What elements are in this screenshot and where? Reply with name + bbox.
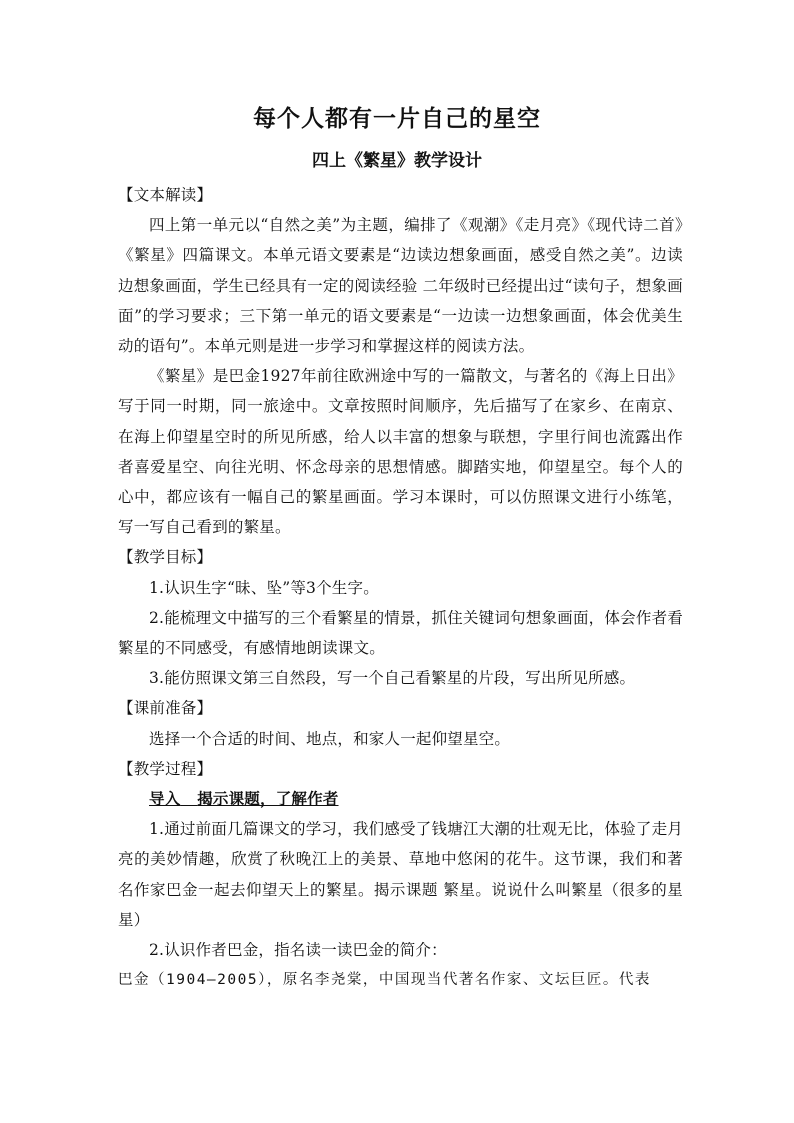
intro-subheading [118, 784, 683, 814]
document-title: 每个人都有一片自己的星空 [253, 106, 541, 132]
author-bio: 巴金（1904—2005），原名李尧棠，中国现当代著名作家、文坛巨匠。代表 [118, 972, 651, 989]
paragraph: 四上第一单元以“自然之美”为主题，编排了《观潮》《走月亮》《现代诗二首》《繁星》四篇课文。本单元语文要素是“边读边想象画面，感受自然之美”。边读边想象画面，学生已经具有一定的阅读经验 二年级时已经提出过“读句子，想象画面”的学习要求；三下第一单元的语文要素是“一边读一边想象画面，体会优美生动的语句”。本单元则是进一步学习和掌握这样的阅读方法。 [118, 216, 683, 356]
section-heading-text-analysis: 【文本解读】 [118, 186, 213, 204]
goal-item: 2.能梳理文中描写的三个看繁星的情景，抓住关键词句想象画面，体会作者看繁星的不同感受，有感情地朗读课文。 [118, 608, 683, 658]
document-subtitle: 四上《繁星》教学设计 [312, 151, 482, 171]
section-heading-goals: 【教学目标】 [118, 548, 213, 567]
document-body [118, 180, 683, 995]
goal-item: 1.认识生字“昧、坠”等3个生字。 [149, 578, 379, 597]
section-heading-process: 【教学过程】 [118, 759, 213, 778]
paragraph: 《繁星》是巴金1927年前往欧洲途中写的一篇散文，与著名的《海上日出》写于同一时期，同一旅途中。文章按照时间顺序，先后描写了在家乡、在南京、在海上仰望星空时的所见所感，给人以丰富的想象与联想，字里行间也流露出作者喜爱星空、向往光明、怀念母亲的思想情感。脚踏实地，仰望星空。每个人的心中，都应该有一幅自己的繁星画面。学习本课时，可以仿照课文进行小练笔，写一写自己看到的繁星。 [118, 367, 683, 537]
intro-label: 导入 [149, 789, 181, 809]
process-step: 1.通过前面几篇课文的学习，我们感受了钱塘江大潮的壮观无比，体验了走月亮的美妙情趣，欣赏了秋晚江上的美景、草地中悠闲的花牛。这节课，我们和著名作家巴金一起去仰望天上的繁星。揭示课题 繁星。说说什么叫繁星（很多的星星） [118, 820, 683, 929]
process-step: 2.认识作者巴金，指名读一读巴金的简介： [149, 941, 447, 960]
section-heading-preparation: 【课前准备】 [118, 699, 213, 718]
intro-title: 揭示课题，了解作者 [197, 789, 339, 809]
goal-item: 3.能仿照课文第三自然段，写一个自己看繁星的片段，写出所见所感。 [149, 669, 636, 688]
paragraph: 选择一个合适的时间、地点，和家人一起仰望星空。 [149, 729, 511, 748]
